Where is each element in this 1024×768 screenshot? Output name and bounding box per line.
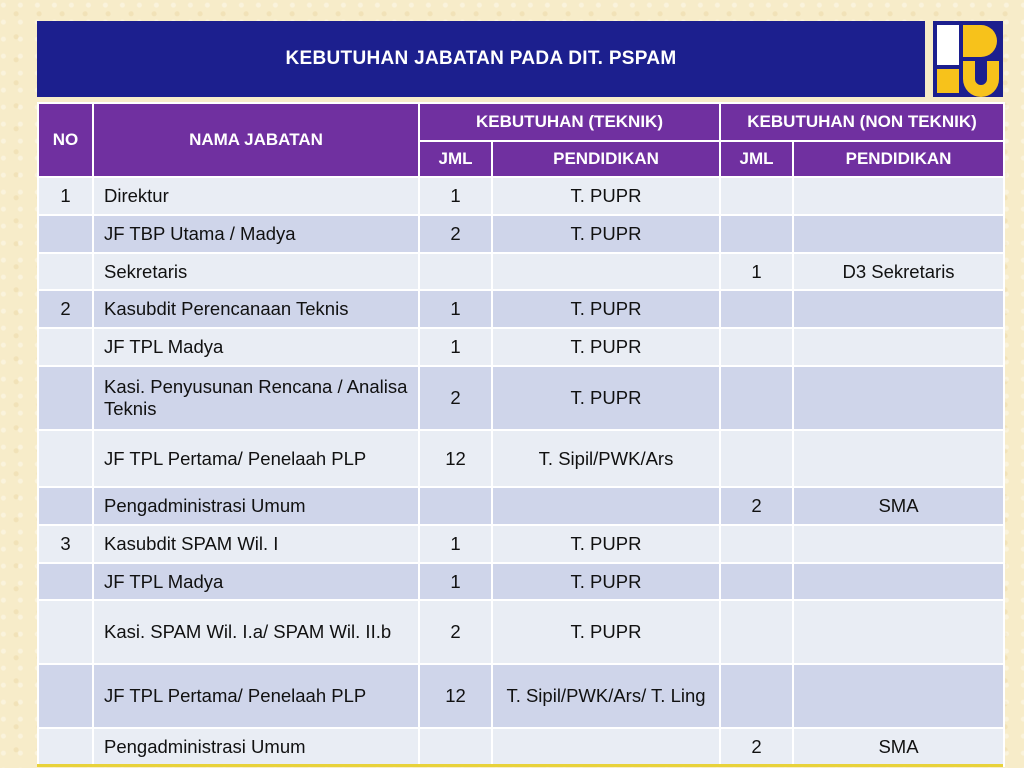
- row-pendidikan-teknik: T. PUPR: [492, 328, 720, 366]
- header-pendidikan-non-teknik: PENDIDIKAN: [793, 141, 1004, 177]
- row-pendidikan-teknik: T. Sipil/PWK/Ars/ T. Ling: [492, 664, 720, 728]
- row-pendidikan-teknik: [492, 728, 720, 766]
- pupr-logo-icon: [933, 21, 1003, 97]
- row-pendidikan-non-teknik: [793, 563, 1004, 600]
- row-jml-non-teknik: 1: [720, 253, 793, 290]
- table-row: [38, 430, 1004, 487]
- row-no: [38, 600, 93, 664]
- table-row: [38, 664, 1004, 728]
- row-jml-teknik: 12: [419, 430, 492, 487]
- row-no: 1: [38, 177, 93, 215]
- row-no: [38, 728, 93, 766]
- row-jml-teknik: [419, 728, 492, 766]
- row-nama-jabatan: Sekretaris: [93, 253, 419, 290]
- row-nama-jabatan: JF TPL Pertama/ Penelaah PLP: [93, 430, 419, 487]
- row-jml-non-teknik: 2: [720, 728, 793, 766]
- header-pendidikan-teknik: PENDIDIKAN: [492, 141, 720, 177]
- row-jml-non-teknik: [720, 290, 793, 328]
- row-pendidikan-non-teknik: [793, 177, 1004, 215]
- table-row: [38, 215, 1004, 253]
- row-jml-teknik: [419, 253, 492, 290]
- row-no: [38, 366, 93, 430]
- row-jml-non-teknik: [720, 366, 793, 430]
- row-pendidikan-non-teknik: [793, 328, 1004, 366]
- row-pendidikan-non-teknik: SMA: [793, 487, 1004, 525]
- row-jml-teknik: 12: [419, 664, 492, 728]
- row-no: [38, 430, 93, 487]
- row-pendidikan-non-teknik: [793, 430, 1004, 487]
- row-jml-non-teknik: [720, 430, 793, 487]
- row-no: 2: [38, 290, 93, 328]
- table-row: [38, 290, 1004, 328]
- row-nama-jabatan: Pengadministrasi Umum: [93, 728, 419, 766]
- row-pendidikan-non-teknik: D3 Sekretaris: [793, 253, 1004, 290]
- row-pendidikan-non-teknik: [793, 664, 1004, 728]
- row-no: [38, 328, 93, 366]
- table-row: [38, 728, 1004, 766]
- kebutuhan-jabatan-table: [37, 102, 1005, 767]
- table-row: [38, 177, 1004, 215]
- row-jml-non-teknik: [720, 525, 793, 563]
- row-no: [38, 253, 93, 290]
- row-nama-jabatan: Kasi. Penyusunan Rencana / Analisa Teknis: [93, 366, 419, 430]
- table-row: [38, 366, 1004, 430]
- row-nama-jabatan: Kasi. SPAM Wil. I.a/ SPAM Wil. II.b: [93, 600, 419, 664]
- header-no: NO: [38, 103, 93, 177]
- row-jml-non-teknik: [720, 328, 793, 366]
- row-jml-non-teknik: [720, 563, 793, 600]
- row-nama-jabatan: Kasubdit Perencanaan Teknis: [93, 290, 419, 328]
- row-nama-jabatan: JF TPL Madya: [93, 563, 419, 600]
- row-pendidikan-teknik: T. PUPR: [492, 366, 720, 430]
- header-kebutuhan-non-teknik: KEBUTUHAN (NON TEKNIK): [720, 103, 1004, 141]
- row-jml-teknik: 2: [419, 600, 492, 664]
- row-pendidikan-teknik: T. PUPR: [492, 290, 720, 328]
- row-no: [38, 664, 93, 728]
- table-row: [38, 600, 1004, 664]
- row-jml-non-teknik: [720, 177, 793, 215]
- bottom-divider: [37, 764, 1003, 767]
- row-pendidikan-teknik: T. PUPR: [492, 177, 720, 215]
- row-pendidikan-teknik: T. PUPR: [492, 563, 720, 600]
- table-row: [38, 487, 1004, 525]
- header-nama-jabatan: NAMA JABATAN: [93, 103, 419, 177]
- row-nama-jabatan: Direktur: [93, 177, 419, 215]
- pupr-logo-graphic: [933, 21, 1003, 97]
- row-jml-teknik: 2: [419, 215, 492, 253]
- row-jml-teknik: 1: [419, 290, 492, 328]
- row-pendidikan-teknik: [492, 487, 720, 525]
- row-jml-teknik: 1: [419, 563, 492, 600]
- row-jml-teknik: 1: [419, 328, 492, 366]
- header-kebutuhan-teknik: KEBUTUHAN (TEKNIK): [419, 103, 720, 141]
- row-nama-jabatan: JF TPL Madya: [93, 328, 419, 366]
- row-jml-non-teknik: [720, 215, 793, 253]
- row-jml-non-teknik: [720, 664, 793, 728]
- row-pendidikan-teknik: T. PUPR: [492, 525, 720, 563]
- table-row: [38, 253, 1004, 290]
- row-nama-jabatan: Pengadministrasi Umum: [93, 487, 419, 525]
- row-jml-teknik: 1: [419, 177, 492, 215]
- row-jml-non-teknik: [720, 600, 793, 664]
- row-pendidikan-teknik: T. PUPR: [492, 215, 720, 253]
- row-jml-teknik: [419, 487, 492, 525]
- row-no: 3: [38, 525, 93, 563]
- header-jml-teknik: JML: [419, 141, 492, 177]
- row-pendidikan-non-teknik: SMA: [793, 728, 1004, 766]
- row-pendidikan-non-teknik: [793, 600, 1004, 664]
- row-jml-teknik: 2: [419, 366, 492, 430]
- slide-title: KEBUTUHAN JABATAN PADA DIT. PSPAM: [285, 48, 677, 69]
- table-row: [38, 328, 1004, 366]
- row-nama-jabatan: Kasubdit SPAM Wil. I: [93, 525, 419, 563]
- header-jml-non-teknik: JML: [720, 141, 793, 177]
- slide-title-bar: [37, 21, 925, 97]
- row-nama-jabatan: JF TBP Utama / Madya: [93, 215, 419, 253]
- row-jml-non-teknik: 2: [720, 487, 793, 525]
- row-jml-teknik: 1: [419, 525, 492, 563]
- row-pendidikan-teknik: T. Sipil/PWK/Ars: [492, 430, 720, 487]
- row-pendidikan-teknik: T. PUPR: [492, 600, 720, 664]
- row-no: [38, 215, 93, 253]
- table-body: [38, 177, 1004, 766]
- row-pendidikan-non-teknik: [793, 525, 1004, 563]
- row-pendidikan-non-teknik: [793, 215, 1004, 253]
- row-pendidikan-non-teknik: [793, 290, 1004, 328]
- table-row: [38, 563, 1004, 600]
- row-pendidikan-teknik: [492, 253, 720, 290]
- row-no: [38, 563, 93, 600]
- table-row: [38, 525, 1004, 563]
- row-pendidikan-non-teknik: [793, 366, 1004, 430]
- row-no: [38, 487, 93, 525]
- row-nama-jabatan: JF TPL Pertama/ Penelaah PLP: [93, 664, 419, 728]
